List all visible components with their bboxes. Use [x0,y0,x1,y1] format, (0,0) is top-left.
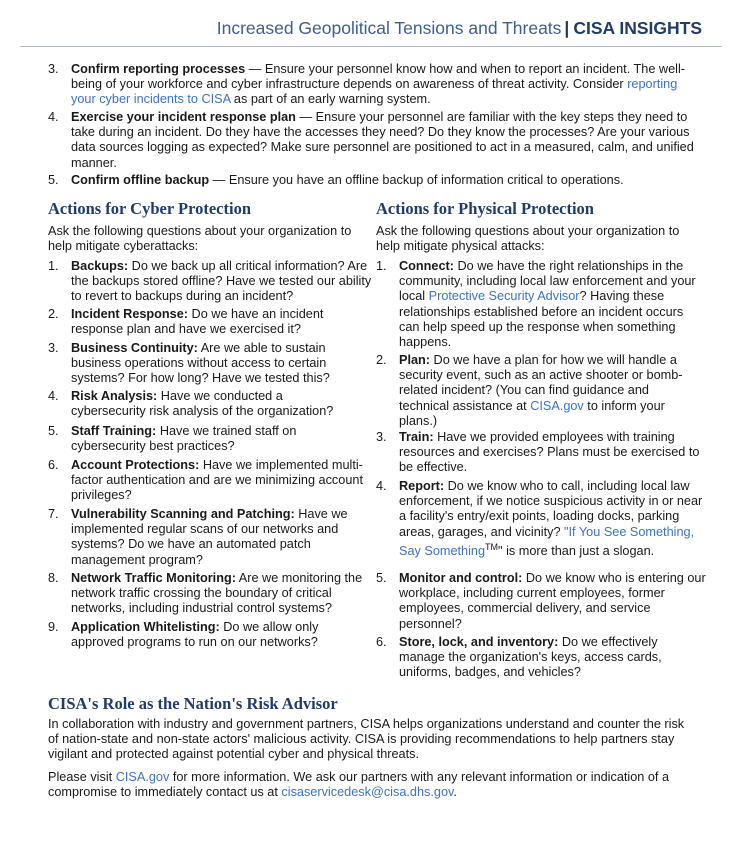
page-header [40,18,702,39]
cyber-heading: Actions for Cyber Protection [48,199,252,218]
physical-item-train: 3. Train: Have we provided employees with training resources and exercises? Plans must be exercised to be effective. [376,430,700,475]
reporting-link[interactable]: reporting your cyber incidents to CISA [71,77,678,107]
cyber-item-incident-response: 2. Incident Response: Do we have an incident response plan and have we exercised it? [48,307,324,337]
cyber-item-account-protections: 6. Account Protections: Have we implemented multi-factor authentication and are we minimizing account privileges? [48,458,363,503]
top-list-item-3: 3. Confirm reporting processes — Ensure your personnel know how and when to report an incident. The well-being of your workforce and cyber infrastructure depends on awareness of threat activity. Consider reporting your cyber incidents to CISA as part of an early warning system. [48,62,685,107]
trademark: TM [485,541,499,552]
header-brand: CISA INSIGHTS [573,18,702,38]
cyber-item-network-traffic: 8. Network Traffic Monitoring: Are we monitoring the network traffic crossing the boundary of critical networks, including industrial control systems? [48,571,363,616]
physical-item-connect: 1. Connect: Do we have the right relationships in the community, including local law enforcement and your local Protective Security Advisor? Having these relationships established before an incident occurs can help speed up the response when something happens. [376,259,696,350]
cyber-item-application-whitelisting: 9. Application Whitelisting: Do we allow only approved programs to run on our networks? [48,620,319,650]
servicedesk-email-link[interactable]: cisaservicedesk@cisa.dhs.gov [281,785,454,800]
see-something-link[interactable]: "If You See Something, Say Something [399,524,695,559]
cyber-item-backups: 1. Backups: Do we back up all critical information? Are the backups stored offline? Have we tested our ability to revert to backups during an incident? [48,259,372,304]
physical-item-plan: 2. Plan: Do we have a plan for how we will handle a security event, such as an active shooter or bomb-related incident? (You can find guidance and technical assistance at CISA.gov to inform your plans.) [376,353,683,428]
physical-intro: Ask the following questions about your organization to help mitigate physical attacks: [376,224,680,254]
psa-link[interactable]: Protective Security Advisor [428,289,580,304]
cyber-item-business-continuity: 3. Business Continuity: Are we able to sustain business operations without access to certain systems? For how long? Have we tested this? [48,341,330,386]
header-separator: | [564,18,570,38]
physical-item-report: 4. Report: Do we know who to call, including local law enforcement, if we notice suspicious activity in or near a facility's entry/exit points, loading docks, parking areas, garages, and vicinity? "If You See Something, Say Something™" is more than just a slogan. [376,479,703,559]
top-list-item-5: 5. Confirm offline backup — Ensure you have an offline backup of information critical to operations. [48,173,624,187]
cyber-item-risk-analysis: 4. Risk Analysis: Have we conducted a cybersecurity risk analysis of the organization? [48,389,334,419]
header-divider [20,46,722,47]
cisa-gov-link-footer[interactable]: CISA.gov [115,770,170,784]
physical-heading: Actions for Physical Protection [376,199,594,218]
role-heading: CISA's Role as the Nation's Risk Advisor [48,694,338,713]
cyber-item-vulnerability-scanning: 7. Vulnerability Scanning and Patching: Have we implemented regular scans of our networks and systems? Do we have an automated patch management program? [48,507,348,567]
cyber-item-staff-training: 5. Staff Training: Have we trained staff on cybersecurity best practices? [48,424,297,454]
top-list-item-4: 4. Exercise your incident response plan — Ensure your personnel are familiar with the key steps they need to take during an incident. Do they have the accesses they need? Do they know the processes? Are your various data sources logging as expected? Make sure personnel are positioned to act in a measured, calm, and unified manner. [48,110,694,170]
physical-item-monitor: 5. Monitor and control: Do we know who is entering our workplace, including current employees, former employees, commercial delivery, and service personnel? [376,571,706,631]
role-paragraph-1: In collaboration with industry and government partners, CISA helps organizations understand and counter the risk of nation-state and non-state actors' malicious activity. CISA is providing recommendations to help partners stay vigilant and protected against potential cyber and physical threats. [48,717,685,762]
header-title: Increased Geopolitical Tensions and Threats [216,18,562,38]
cisa-gov-link[interactable]: CISA.gov [530,398,584,413]
physical-item-store-lock: 6. Store, lock, and inventory: Do we effectively manage the organization's keys, access cards, uniforms, badges, and vehicles? [376,635,662,680]
cyber-intro: Ask the following questions about your organization to help mitigate cyberattacks: [48,224,352,254]
role-paragraph-2: Please visit CISA.gov for more information. We ask our partners with any relevant information or indication of a compromise to immediately contact us at cisaservicedesk@cisa.dhs.gov. [48,770,670,800]
